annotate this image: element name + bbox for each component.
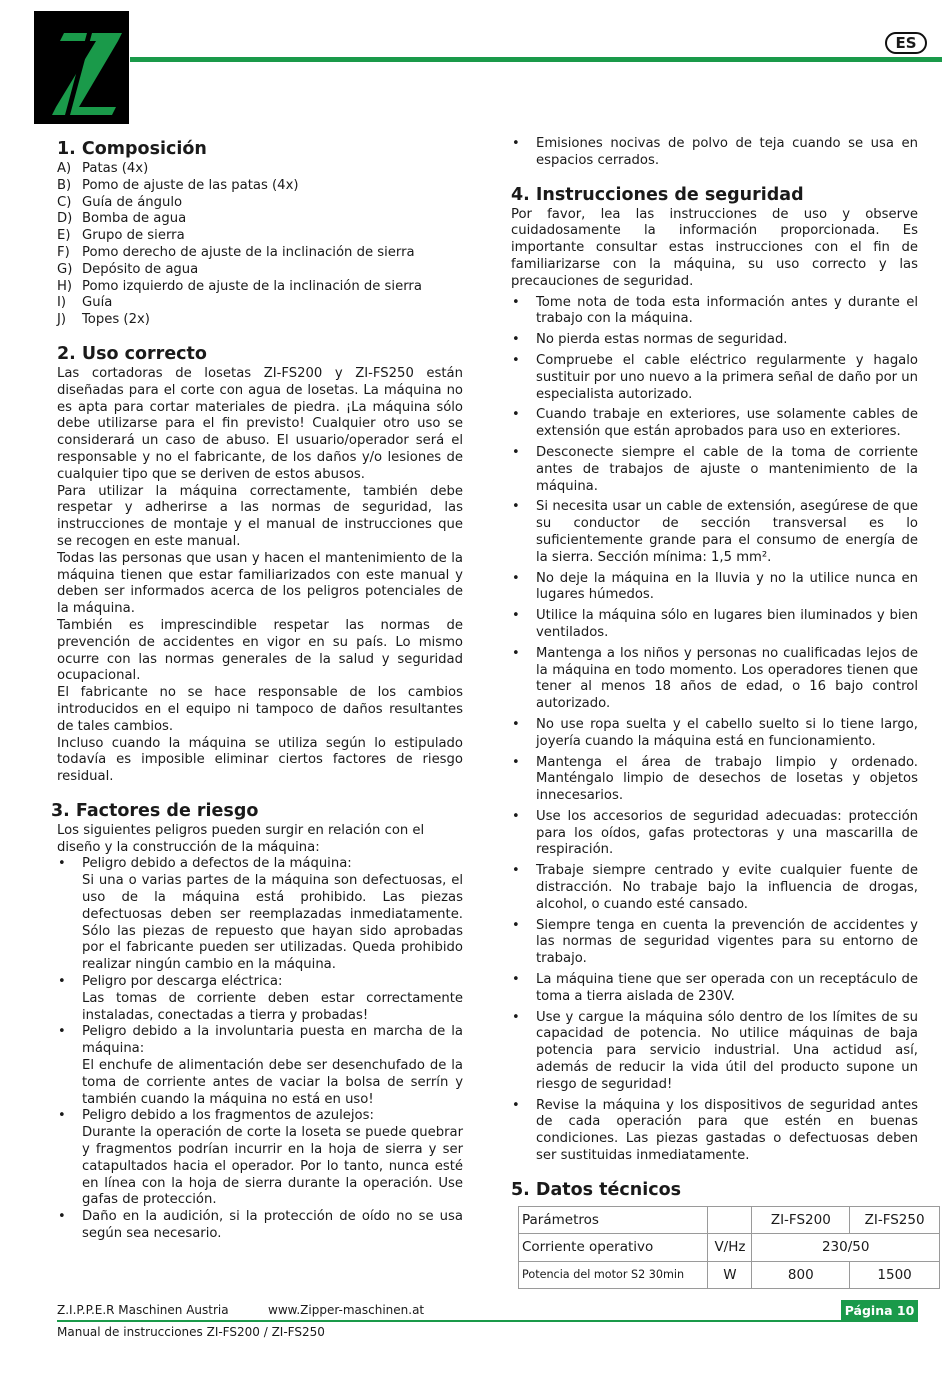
- safety-title: 4. Instrucciones de seguridad: [511, 184, 804, 205]
- correct-use-paragraph: Incluso cuando la máquina se utiliza según lo estipulado todavía es imposible eliminar ciertos factores de riesgo residual.: [57, 735, 463, 785]
- correct-use-paragraph: Para utilizar la máquina correctamente, también debe respetar y adherirse a las normas de seguridad, las instrucciones de montaje y el manual de instrucciones que se recogen en este manual.: [57, 483, 463, 549]
- table-cell: W: [708, 1261, 752, 1289]
- list-item: • Daño en la audición, si la protección de oído no se usa según sea necesario.: [57, 1209, 463, 1243]
- list-item: • Cuando trabaje en exteriores, use solamente cables de extensión que están aprobados para uso en exteriores.: [511, 407, 918, 441]
- table-cell: ZI-FS250: [850, 1206, 940, 1234]
- list-item: G) Depósito de agua: [57, 261, 199, 277]
- table-cell: ZI-FS200: [752, 1206, 850, 1234]
- tech-title: 5. Datos técnicos: [511, 1179, 682, 1200]
- table-row: [519, 1261, 940, 1289]
- left-column: [51, 138, 463, 1243]
- list-item: • Si necesita usar un cable de extensión, asegúrese de que su conductor de sección transversal es lo suficientemente grande para el consumo de energía de la sierra. Sección mínima: 1,5 mm².: [511, 499, 918, 566]
- correct-use-title: 2. Uso correcto: [57, 343, 207, 364]
- composition-list: [57, 161, 463, 329]
- list-item: A) Patas (4x): [57, 161, 149, 176]
- list-item: • No use ropa suelta y el cabello suelto si lo tiene largo, joyería cuando la máquina está en funcionamiento.: [511, 717, 918, 751]
- list-item: E) Grupo de sierra: [57, 228, 185, 244]
- correct-use-paragraph: También es imprescindible respetar las normas de prevención de accidentes en vigor en su país. Lo mismo ocurre con las normas generales de la salud y seguridad ocupacional.: [57, 617, 463, 684]
- list-item: • Emisiones nocivas de polvo de teja cuando se usa en espacios cerrados.: [511, 136, 918, 170]
- risk-list: [57, 856, 463, 1242]
- list-item: • Peligro por descarga eléctrica: Las tomas de corriente deben estar correctamente instaladas, conectadas a tierra y probadas!: [57, 974, 463, 1024]
- footer-rule: [57, 1320, 918, 1322]
- page-number-badge: Página 10: [841, 1300, 918, 1321]
- safety-intro: Por favor, lea las instrucciones de uso y observe cuidadosamente la información proporcionada. Es importante consultar estas instrucciones con el fin de familiarizarse con la máquina, su uso correcto y las precauciones de seguridad.: [511, 206, 918, 289]
- language-badge: ES: [885, 32, 927, 54]
- footer-url[interactable]: www.Zipper-maschinen.at: [268, 1303, 425, 1317]
- list-item: D) Bomba de agua: [57, 211, 187, 227]
- correct-use-paragraph: El fabricante no se hace responsable de los cambios introducidos en el equipo ni tampoco de daños resultantes de tales cambios.: [57, 685, 463, 734]
- composition-title: 1. Composición: [57, 139, 207, 159]
- list-item: C) Guía de ángulo: [57, 194, 183, 210]
- right-column: [511, 136, 925, 1289]
- footer-manual-title: Manual de instrucciones ZI-FS200 / ZI-FS250: [57, 1325, 325, 1339]
- list-item: • Use los accesorios de seguridad adecuadas: protección para los oídos, gafas protectoras y una mascarilla de respiración.: [511, 809, 918, 859]
- list-item: • Tome nota de toda esta información antes y durante el trabajo con la máquina.: [511, 295, 918, 329]
- list-item: • Siempre tenga en cuenta la prevención de accidentes y las normas de seguridad vigentes para su entorno de trabajo.: [511, 918, 918, 968]
- list-item: • Revise la máquina y los dispositivos de seguridad antes de cada operación para que estén en buenas condiciones. Las piezas gastadas o defectuosas deben ser sustituidas inmediatamente.: [511, 1098, 918, 1165]
- table-cell: Parámetros: [519, 1206, 708, 1234]
- list-item: • La máquina tiene que ser operada con un receptáculo de toma a tierra aislada de 230V.: [511, 972, 918, 1006]
- list-item: • Desconecte siempre el cable de la toma de corriente antes de trabajos de ajuste o mantenimiento de la máquina.: [511, 445, 918, 495]
- list-item: I) Guía: [57, 295, 113, 311]
- correct-use-paragraph: Todas las personas que usan y hacen el mantenimiento de la máquina tienen que estar familiarizados con este manual y deben ser informados acerca de los peligros potenciales de la máquina.: [57, 550, 463, 617]
- list-item: • Peligro debido a defectos de la máquina: Si una o varias partes de la máquina son defectuosas, el uso de la máquina está prohibido. Las piezas defectuosas deben ser reemplazadas inmediatamente. Sólo las piezas de repuesto que hayan sido aprobadas por el fabricante pueden ser utilizadas. Queda prohibido realizar ningún cambio en la máquina.: [57, 856, 463, 974]
- table-cell: 230/50: [752, 1234, 940, 1262]
- table-cell: [708, 1206, 752, 1234]
- tech-table: [518, 1206, 940, 1290]
- risk-list-continued: [511, 136, 918, 170]
- list-item: H) Pomo izquierdo de ajuste de la inclinación de sierra: [57, 278, 422, 294]
- list-item: • Mantenga a los niños y personas no cualificadas lejos de la máquina en todo momento. Los operadores tienen que tener al menos 18 años de edad, o 16 bajo control autorizado.: [511, 646, 918, 713]
- list-item: • Compruebe el cable eléctrico regularmente y hagalo sustituir por uno nuevo a la primera señal de daño por un especialista autorizado.: [511, 353, 918, 403]
- list-item: • Trabaje siempre centrado y evite cualquier fuente de distracción. No trabaje bajo la influencia de drogas, alcohol, o cuando esté cansado.: [511, 863, 918, 913]
- table-cell: 1500: [850, 1261, 940, 1289]
- table-row: [519, 1206, 940, 1234]
- list-item: • Use y cargue la máquina sólo dentro de los límites de su capacidad de potencia. No utilice máquinas de baja potencia para servicio industrial. Una actidud así, además de reducir la vida útil del producto supone un riesgo de seguridad!: [511, 1010, 918, 1094]
- list-item: • Mantenga el área de trabajo limpio y ordenado. Manténgalo limpio de desechos de losetas y objetos innecesarios.: [511, 755, 918, 805]
- list-item: B) Pomo de ajuste de las patas (4x): [57, 177, 299, 193]
- list-item: • Peligro debido a los fragmentos de azulejos: Durante la operación de corte la loseta se puede quebrar y fragmentos podrían incurrir en la hoja de sierra y ser catapultados hacia el operador. Por lo tanto, nunca esté en línea con la hoja de sierra durante la operación. Use gafas de protección.: [57, 1108, 463, 1209]
- header-rule: [130, 57, 942, 62]
- table-cell: 800: [752, 1261, 850, 1289]
- list-item: • No pierda estas normas de seguridad.: [511, 332, 918, 349]
- list-item: • Peligro debido a la involuntaria puesta en marcha de la máquina: El enchufe de alimentación debe ser desenchufado de la toma de corriente antes de vaciar la bolsa de serrín y también cuando la máquina no está en uso!: [57, 1024, 463, 1108]
- list-item: • Utilice la máquina sólo en lugares bien iluminados y bien ventilados.: [511, 608, 918, 642]
- risk-title: 3. Factores de riesgo: [51, 800, 259, 821]
- list-item: F) Pomo derecho de ajuste de la inclinación de sierra: [57, 244, 415, 260]
- table-cell: Potencia del motor S2 30min: [519, 1261, 708, 1289]
- risk-intro: Los siguientes peligros pueden surgir en relación con el diseño y la construcción de la máquina:: [57, 822, 425, 855]
- zipper-logo-graphic: [34, 11, 129, 124]
- table-row: [519, 1234, 940, 1262]
- table-cell: Corriente operativo: [519, 1234, 708, 1262]
- list-item: J) Topes (2x): [57, 312, 150, 328]
- safety-list: [511, 295, 918, 1165]
- footer-company: Z.I.P.P.E.R Maschinen Austria: [57, 1303, 229, 1317]
- table-cell: V/Hz: [708, 1234, 752, 1262]
- list-item: • No deje la máquina en la lluvia y no la utilice nunca en lugares húmedos.: [511, 571, 918, 605]
- zipper-logo: [34, 11, 129, 124]
- correct-use-paragraph: Las cortadoras de losetas ZI-FS200 y ZI-FS250 están diseñadas para el corte con agua de losetas. La máquina no es apta para cortar materiales de piedra. ¡La máquina sólo debe utilizarse para el fin previsto! Cualquier otro uso se considerará un caso de abuso. El usuario/operador será el responsable y no el fabricante, de los daños y/o lesiones de cualquier tipo que se deriven de estos abusos.: [57, 365, 463, 482]
